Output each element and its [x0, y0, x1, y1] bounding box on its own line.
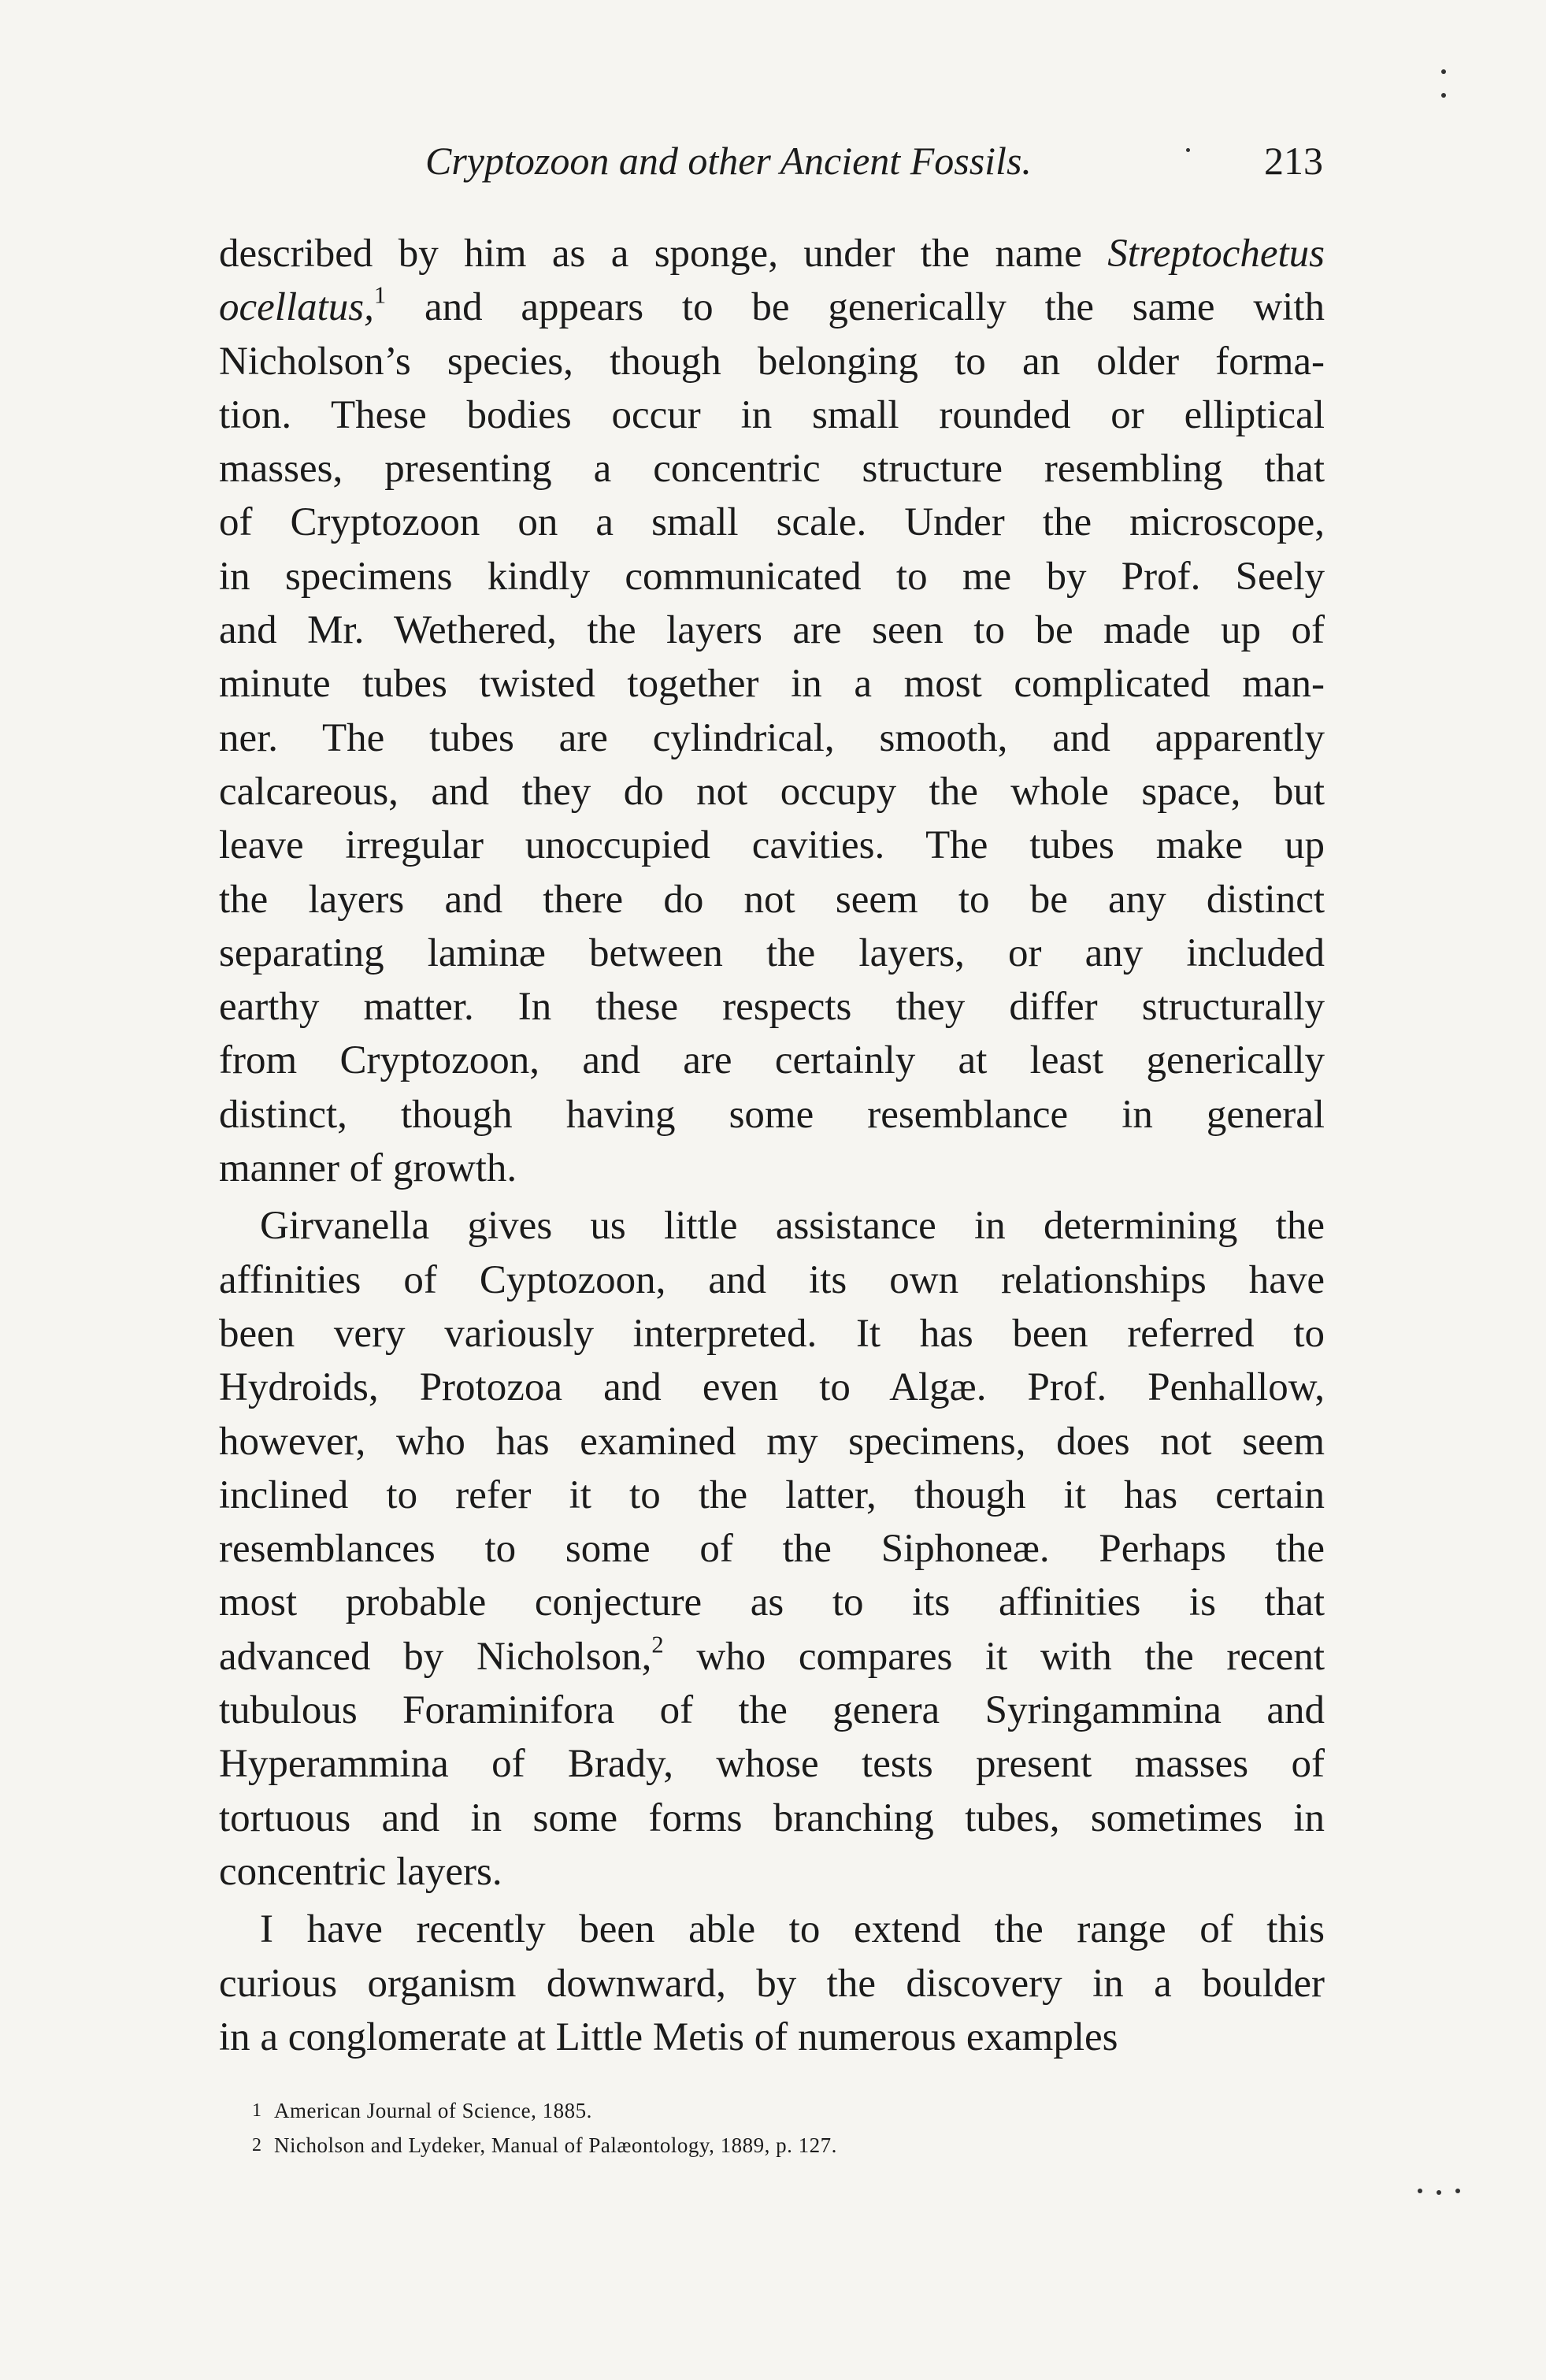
- page-header: [425, 132, 1323, 189]
- text-line: tion. These bodies occur in small rounded or elliptical: [219, 392, 1325, 437]
- paragraph: [219, 227, 1325, 1195]
- page-number: 213: [1264, 139, 1323, 183]
- text-line: ner. The tubes are cylindrical, smooth, and apparently: [219, 715, 1325, 760]
- footnote-mark: 1: [252, 2100, 262, 2121]
- footnote-text: American Journal of Science, 1885.: [274, 2099, 592, 2122]
- footnotes: [252, 2093, 1118, 2163]
- text-line: ocellatus,$^1$ and appears to be generically the same with: [219, 281, 1325, 330]
- scan-speck: [1437, 2190, 1441, 2195]
- text-line: masses, presenting a concentric structure resembling that: [219, 447, 1325, 492]
- text-line: from Cryptozoon, and are certainly at least generically: [219, 1038, 1325, 1083]
- text-line: and Mr. Wethered, the layers are seen to be made up of: [219, 608, 1325, 653]
- italic-term: Streptochetus: [1107, 232, 1325, 276]
- text-line: been very variously interpreted. It has been referred to: [219, 1311, 1325, 1356]
- footnote-reference: 1: [373, 281, 387, 309]
- text-line: Nicholson’s species, though belonging to an older forma-: [219, 339, 1325, 384]
- paragraph: [219, 1903, 1325, 2064]
- text-line: in a conglomerate at Little Metis of numerous examples: [219, 2014, 1118, 2059]
- text-line: manner of growth.: [219, 1146, 517, 1191]
- text-line: leave irregular unoccupied cavities. The tubes make up: [219, 823, 1325, 868]
- text-line: inclined to refer it to the latter, though it has certain: [219, 1472, 1325, 1517]
- text-line: resemblances to some of the Siphoneæ. Perhaps the: [219, 1527, 1325, 1572]
- scan-speck: [1186, 148, 1190, 152]
- text-line: of Cryptozoon on a small scale. Under the microscope,: [219, 500, 1325, 545]
- paragraph: [219, 1199, 1325, 1899]
- text-line: the layers and there do not seem to be any distinct: [219, 877, 1325, 922]
- text-line: Hydroids, Protozoa and even to Algæ. Prof. Penhallow,: [219, 1365, 1325, 1410]
- text-line: Girvanella gives us little assistance in determining the: [260, 1204, 1325, 1249]
- text-line: most probable conjecture as to its affinities is that: [219, 1580, 1325, 1625]
- text-line: described by him as a sponge, under the name Streptochetus: [219, 232, 1325, 276]
- scan-speck: [1455, 2189, 1460, 2193]
- text-line: advanced by Nicholson,$^2$ who compares it with the recent: [219, 1631, 1325, 1679]
- footnote-reference: 2: [651, 1631, 664, 1658]
- scan-speck: [1418, 2189, 1422, 2193]
- italic-term: ocellatus,: [219, 285, 374, 330]
- text-line: Hyperammina of Brady, whose tests present masses of: [219, 1742, 1325, 1787]
- text-line: earthy matter. In these respects they differ structurally: [219, 985, 1325, 1030]
- scan-speck: [1441, 69, 1446, 74]
- body-text: [219, 227, 1325, 2064]
- footnote-text: Nicholson and Lydeker, Manual of Palæontology, 1889, p. 127.: [274, 2133, 837, 2157]
- text-line: I have recently been able to extend the range of this: [260, 1907, 1325, 1952]
- footnote: [252, 2128, 1118, 2163]
- text-line: calcareous, and they do not occupy the whole space, but: [219, 769, 1325, 814]
- text-line: tubulous Foraminifora of the genera Syringammina and: [219, 1688, 1325, 1733]
- text-line: concentric layers.: [219, 1849, 502, 1894]
- scan-speck: [1441, 93, 1446, 98]
- text-line: minute tubes twisted together in a most complicated man-: [219, 662, 1325, 707]
- text-line: curious organism downward, by the discovery in a boulder: [219, 1961, 1325, 2006]
- text-line: however, who has examined my specimens, does not seem: [219, 1419, 1325, 1464]
- text-line: affinities of Cyptozoon, and its own relationships have: [219, 1257, 1325, 1302]
- running-title: Cryptozoon and other Ancient Fossils.: [425, 139, 1032, 183]
- text-line: distinct, though having some resemblance in general: [219, 1092, 1325, 1137]
- text-line: tortuous and in some forms branching tubes, sometimes in: [219, 1795, 1325, 1840]
- footnote: [252, 2093, 1118, 2128]
- text-line: separating laminæ between the layers, or any included: [219, 930, 1325, 975]
- footnote-mark: 2: [252, 2135, 262, 2155]
- text-line: in specimens kindly communicated to me by Prof. Seely: [219, 554, 1325, 599]
